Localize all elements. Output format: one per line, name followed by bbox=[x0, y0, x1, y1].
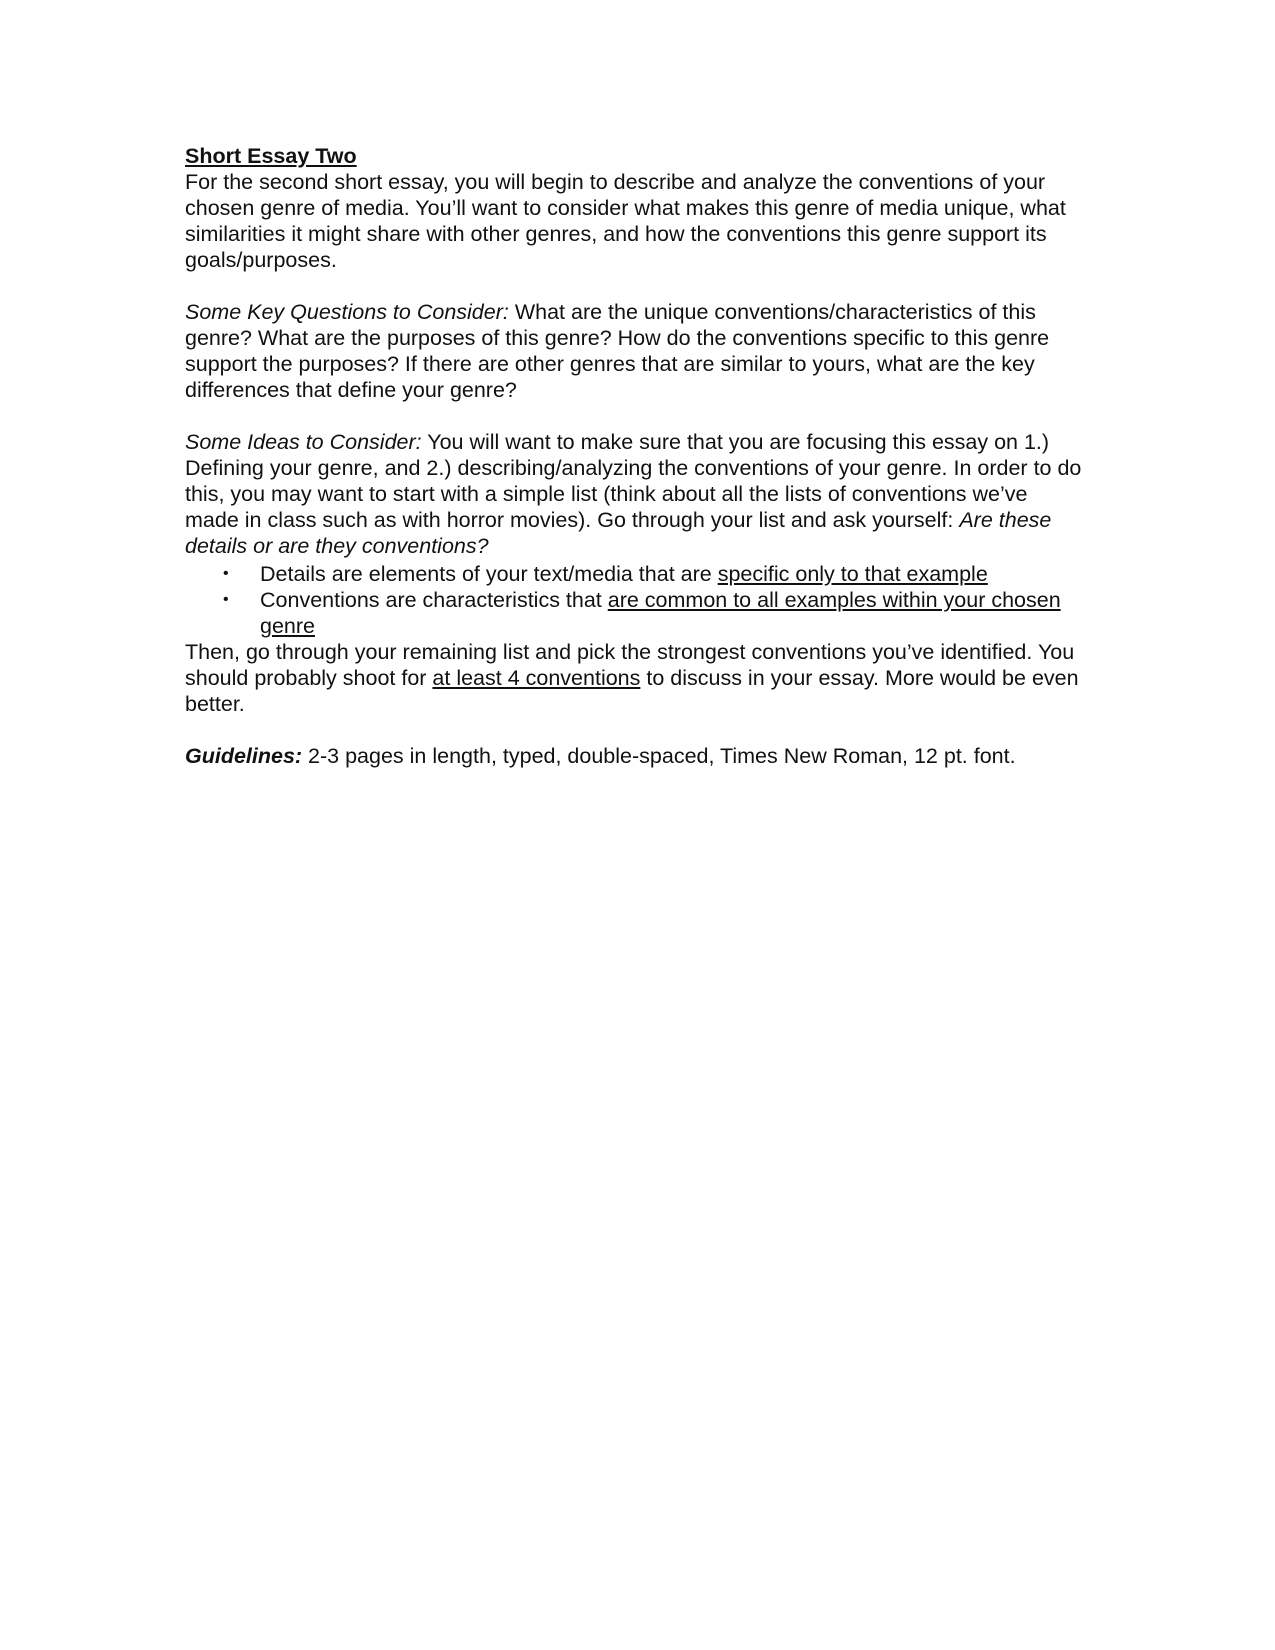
key-questions-text: What are the unique conventions/characteristics of this genre? What are the purposes of this genre? How do the conventions specific to this genre support the purposes? If there are other genres that are similar to yours, what are the key differences that define your genre? bbox=[185, 300, 1050, 402]
guidelines-label: Guidelines: bbox=[185, 744, 303, 768]
ideas-paragraph bbox=[185, 429, 1085, 559]
list-item-text: Details are elements of your text/media that are bbox=[260, 562, 718, 586]
paragraph-spacer bbox=[185, 717, 1085, 743]
document-title: Short Essay Two bbox=[185, 144, 357, 168]
list-item-underlined: are common to all examples within your chosen genre bbox=[260, 588, 1061, 638]
key-questions-label: Some Key Questions to Consider: bbox=[185, 300, 509, 324]
guidelines-paragraph bbox=[185, 743, 1085, 769]
list-item-text: Conventions are characteristics that bbox=[260, 588, 608, 612]
then-text-after: to discuss in your essay. More would be even better. bbox=[185, 666, 1079, 716]
ideas-text: You will want to make sure that you are focusing this essay on 1.) Defining your genre, and 2.) describing/analyzing the conventions of your genre. In order to do this, you may want to start with a simple list (think about all the lists of conventions we’ve made in class such as with horror movies). Go through your list and ask yourself: bbox=[185, 430, 1082, 532]
document-page bbox=[185, 143, 1085, 769]
list-item bbox=[185, 587, 1085, 639]
list-item-underlined: specific only to that example bbox=[717, 562, 988, 586]
paragraph-spacer bbox=[185, 273, 1085, 299]
ideas-label: Some Ideas to Consider: bbox=[185, 430, 422, 454]
bullet-icon: • bbox=[223, 565, 229, 582]
then-text-before: Then, go through your remaining list and pick the strongest conventions you’ve identified. You should probably shoot for bbox=[185, 640, 1075, 690]
conventions-list bbox=[185, 561, 1085, 639]
intro-paragraph: For the second short essay, you will begin to describe and analyze the conventions of your chosen genre of media. You’ll want to consider what makes this genre of media unique, what similarities it might share with other genres, and how the conventions this genre support its goals/purposes. bbox=[185, 170, 1066, 272]
then-underlined: at least 4 conventions bbox=[432, 666, 641, 690]
bullet-icon: • bbox=[223, 591, 229, 608]
then-paragraph bbox=[185, 639, 1085, 717]
list-item bbox=[185, 561, 1085, 587]
guidelines-text: 2-3 pages in length, typed, double-spaced, Times New Roman, 12 pt. font. bbox=[302, 744, 1016, 768]
key-questions-paragraph bbox=[185, 299, 1085, 403]
ideas-question: Are these details or are they conventions? bbox=[185, 508, 1052, 558]
paragraph-spacer bbox=[185, 403, 1085, 429]
